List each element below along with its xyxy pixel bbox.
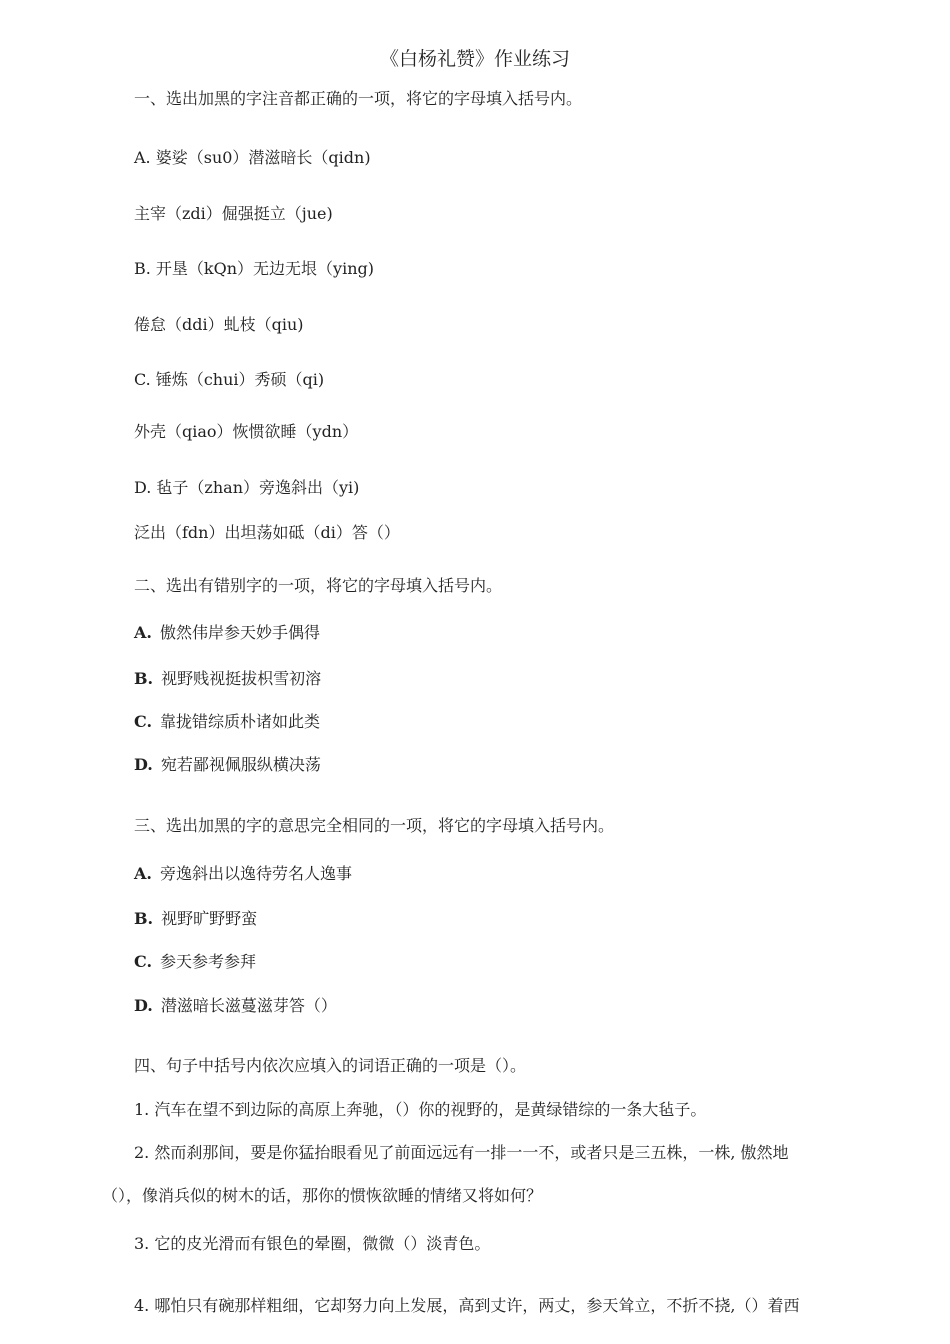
- q3-option-d: [134, 993, 337, 1016]
- q1-line-a1: A. 婆娑（su0）潜滋暗长（qidn): [134, 148, 371, 167]
- q4-sentence-2-cont: （），像消兵似的树木的话，那你的惯恢欲睡的情绪又将如何？: [102, 1186, 543, 1205]
- q3-prompt: 三、选出加黑的字的意思完全相同的一项，将它的字母填入括号内。: [134, 816, 615, 835]
- q3-option-b: [134, 906, 257, 929]
- option-text: 旁逸斜出以逸待劳名人逸事: [159, 864, 352, 883]
- q1-line-b1: B. 开垦（kQn）无边无垠（ying): [134, 259, 374, 278]
- option-letter: B.: [134, 669, 154, 688]
- option-text: 潜滋暗长滋蔓滋芽答（）: [160, 996, 337, 1015]
- q2-option-b: [134, 666, 321, 689]
- q4-sentence-1: 1. 汽车在望不到边际的高原上奔驰，（）你的视野的，是黄绿错综的一条大毡子。: [134, 1100, 707, 1119]
- q2-option-d: [134, 752, 321, 775]
- q2-option-a: [134, 620, 320, 643]
- option-text: 傲然伟岸参天妙手偶得: [159, 623, 320, 642]
- q1-line-c1: C. 锤炼（chui）秀硕（qi): [134, 370, 325, 389]
- q1-line-a2: 主宰（zdi）倔强挺立（jue): [134, 204, 333, 223]
- q4-sentence-3: 3. 它的皮光滑而有银色的晕圈，微微（）淡青色。: [134, 1234, 491, 1253]
- q4-prompt: 四、句子中括号内依次应填入的词语正确的一项是（）。: [134, 1056, 527, 1075]
- q2-prompt: 二、选出有错别字的一项，将它的字母填入括号内。: [134, 576, 503, 595]
- option-letter: D.: [134, 755, 153, 774]
- q3-option-a: [134, 861, 352, 884]
- option-text: 视野贱视挺拔枳雪初溶: [161, 669, 322, 688]
- q4-sentence-4: 4. 哪怕只有碗那样粗细，它却努力向上发展，高到丈许，两丈，参天耸立，不折不挠,（）着西: [134, 1296, 800, 1315]
- option-text: 视野旷野野蛮: [161, 909, 258, 928]
- option-letter: D.: [134, 996, 153, 1015]
- q1-line-c2: 外壳（qiao）恢惯欲睡（ydn）: [134, 422, 359, 441]
- option-letter: A.: [134, 623, 152, 642]
- q2-option-c: [134, 709, 320, 732]
- q1-line-b2: 倦怠（ddi）虬枝（qiu): [134, 315, 304, 334]
- q1-line-d2: 泛出（fdn）出坦荡如砥（di）答（）: [134, 523, 400, 542]
- document-title: 《白杨礼赞》作业练习: [379, 48, 570, 70]
- option-letter: C.: [134, 712, 153, 731]
- q1-prompt: 一、选出加黑的字注音都正确的一项，将它的字母填入括号内。: [134, 89, 583, 108]
- option-letter: B.: [134, 909, 154, 928]
- option-text: 靠拢错综质朴诸如此类: [160, 712, 321, 731]
- option-letter: C.: [134, 952, 153, 971]
- option-text: 宛若鄙视佩服纵横决荡: [160, 755, 321, 774]
- q1-line-d1: D. 毡子（zhan）旁逸斜出（yi): [134, 478, 360, 497]
- q4-sentence-2: 2. 然而刹那间，要是你猛抬眼看见了前面远远有一排一一不，或者只是三五株，一株, 傲然地: [134, 1143, 789, 1162]
- option-letter: A.: [134, 864, 152, 883]
- q3-option-c: [134, 949, 256, 972]
- option-text: 参天参考参拜: [160, 952, 257, 971]
